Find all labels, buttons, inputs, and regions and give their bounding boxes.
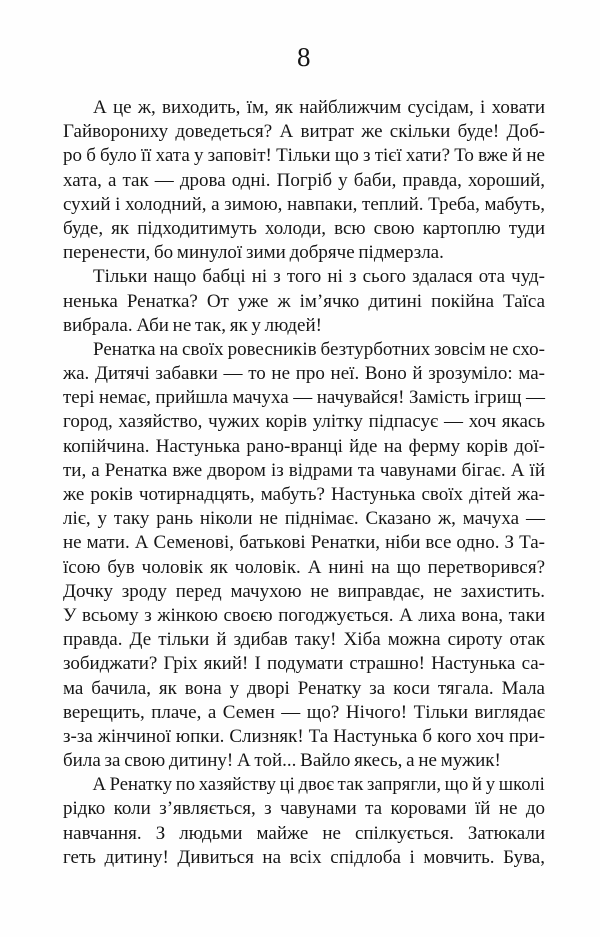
text-line: зобиджати? Гріх який! І подумати страшно! Настунька са- xyxy=(63,653,545,675)
page-number: 8 xyxy=(297,42,311,72)
text-block xyxy=(63,96,545,870)
text-line: тері немає, прийшла мачуха — начувайся! Замість ігрищ — xyxy=(63,387,545,409)
text-line: не мати. А Семенові, батькові Ренатки, ніби все одно. З Та- xyxy=(63,532,545,554)
text-line: рідко коли з’являється, з чавунами та коровами їй не до xyxy=(63,798,545,820)
text-line: геть дитину! Дивиться на всіх спідлоба і мовчить. Бува, xyxy=(63,846,545,868)
paragraph xyxy=(63,96,545,265)
text-line: їсою був чоловік як чоловік. А нині на що перетворився? xyxy=(63,556,545,578)
text-line: била за свою дитину! А той... Вайло якесь, а не мужик! xyxy=(63,750,501,772)
text-line: з-за жінчиної юпки. Слизняк! Та Настунька б кого хоч при- xyxy=(63,725,545,747)
text-line: навчання. З людьми майже не спілкується. Затюкали xyxy=(63,822,545,844)
text-line: ро б було її хата у заповіт! Тільки що з тієї хати? То вже й не xyxy=(63,145,545,167)
text-line: ліє, у таку рань ніколи не піднімає. Сказано ж, мачуха — xyxy=(63,508,545,530)
text-line: хата, а так — дрова одні. Погріб у баби, правда, хороший, xyxy=(63,169,545,191)
text-line: Дочку зроду перед мачухою не виправдає, не захистить. xyxy=(63,580,545,602)
text-line: буде, як підходитимуть холоди, всю свою картоплю туди xyxy=(63,217,545,239)
text-line: же років чотирнадцять, мабуть? Настунька своїх дітей жа- xyxy=(63,484,545,505)
text-line: жа. Дитячі забавки — то не про неї. Воно й зрозуміло: ма- xyxy=(63,363,545,385)
text-line: вибрала. Аби не так, як у людей! xyxy=(63,314,322,336)
paragraph xyxy=(63,265,545,338)
text-line: ненька Ренатка? От уже ж ім’ячко дитині покійна Таїса xyxy=(63,290,545,312)
text-line: А Ренатку по хазяйству ці двоє так запрягли, що й у школі xyxy=(92,774,545,796)
text-line: Гайворониху доведеться? А витрат же скільки буде! Доб- xyxy=(63,121,545,143)
text-line: сухий і холодний, а зимою, навпаки, теплий. Треба, мабуть, xyxy=(63,193,545,215)
text-line: верещить, плаче, а Семен — що? Нічого! Тільки виглядає xyxy=(63,701,545,723)
text-line: копійчина. Настунька рано-вранці йде на ферму корів дої- xyxy=(63,435,545,457)
text-line: У всьому з жінкою своєю погоджується. А лиха вона, таки xyxy=(63,604,545,626)
text-line: город, хазяйство, чужих корів улітку підпасує — хоч якась xyxy=(63,411,545,433)
paragraph xyxy=(63,773,545,870)
text-line: правда. Де тільки й здибав таку! Хіба можна сироту отак xyxy=(63,629,545,651)
text-line: А це ж, виходить, їм, як найближчим сусідам, і ховати xyxy=(93,97,545,118)
text-line: ти, а Ренатка вже двором із відрами та чавунами бігає. А їй xyxy=(63,459,545,481)
text-line: Ренатка на своїх ровесників безтурботних зовсім не схо- xyxy=(93,338,545,360)
text-line: Тільки нащо бабці ні з того ні з сього здалася ота чуд- xyxy=(93,266,545,288)
text-line: ма бачила, як вона у дворі Ренатку за коси тягала. Мала xyxy=(63,677,545,699)
text-line: перенести, бо минулої зими добряче підмерзла. xyxy=(63,242,444,264)
paragraph xyxy=(63,338,545,773)
